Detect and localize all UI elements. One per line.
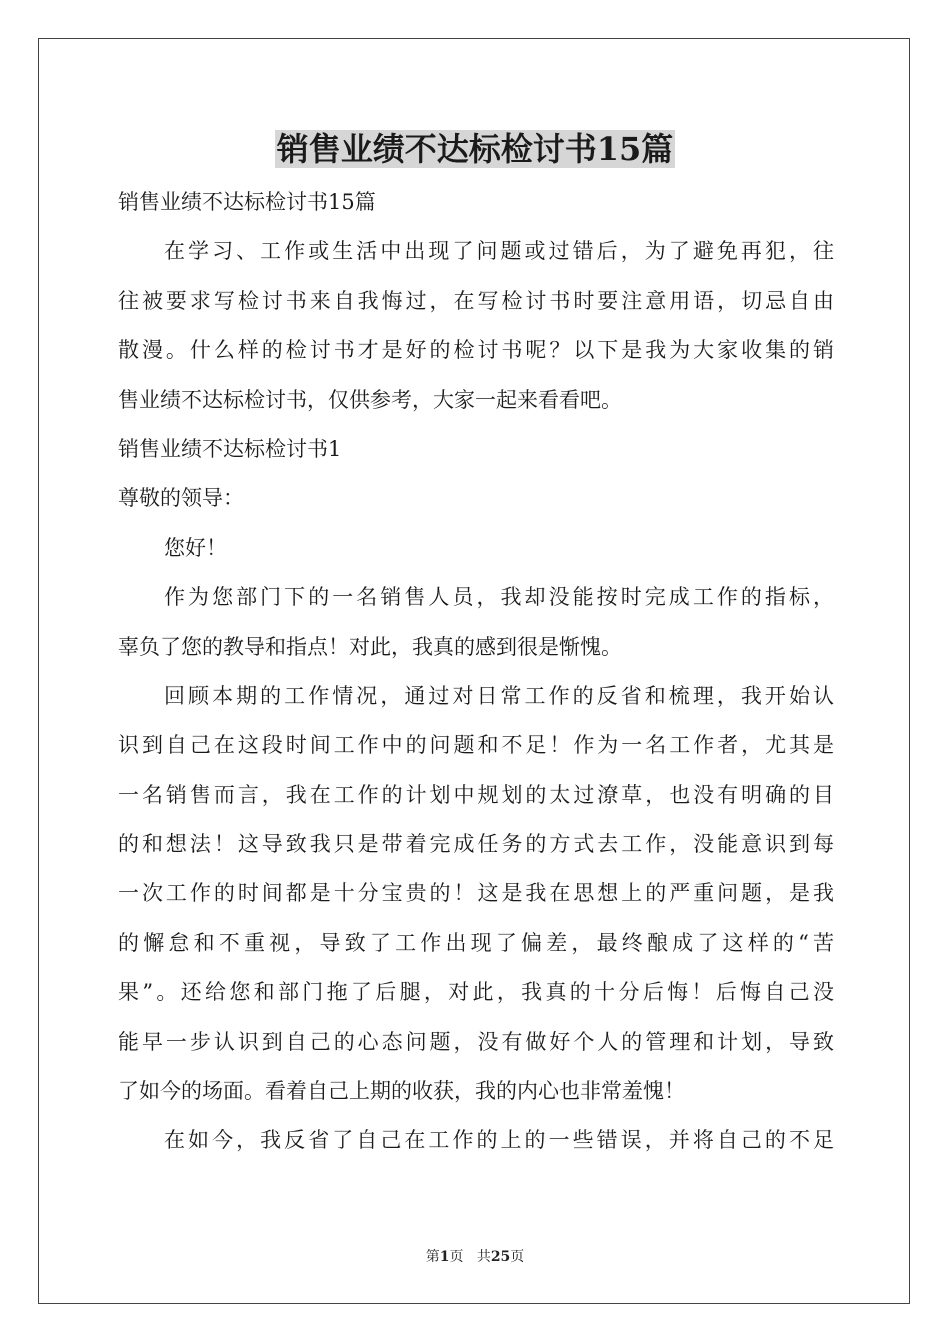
text-line: 尊敬的领导： xyxy=(118,486,244,511)
text-line: 在学习、工作或生活中出现了问题或过错后，为了避免再犯，往 xyxy=(164,239,834,264)
document-body xyxy=(118,178,834,1166)
text-line: 能早一步认识到自己的心态问题，没有做好个人的管理和计划，导致 xyxy=(118,1029,834,1054)
text-line: 辜负了您的教导和指点！对此，我真的感到很是惭愧。 xyxy=(118,634,622,659)
footer-page-suffix: 页 xyxy=(449,1249,464,1265)
text-line: 您好！ xyxy=(164,535,227,560)
text-line: 的和想法！这导致我只是带着完成任务的方式去工作，没能意识到每 xyxy=(118,832,834,857)
text-line: 散漫。什么样的检讨书才是好的检讨书呢？以下是我为大家收集的销 xyxy=(118,338,834,363)
text-line: 售业绩不达标检讨书，仅供参考，大家一起来看看吧。 xyxy=(118,387,622,412)
text-line: 销售业绩不达标检讨书15篇 xyxy=(118,190,376,214)
text-line: 识到自己在这段时间工作中的问题和不足！作为一名工作者，尤其是 xyxy=(118,733,834,758)
text-line: 了如今的场面。看着自己上期的收获，我的内心也非常羞愧！ xyxy=(118,1079,685,1104)
footer-total-suffix: 页 xyxy=(510,1249,525,1265)
text-line: 在如今，我反省了自己在工作的上的一些错误，并将自己的不足 xyxy=(164,1128,834,1153)
text-line: 一名销售而言，我在工作的计划中规划的太过潦草，也没有明确的目 xyxy=(118,782,834,807)
document-title xyxy=(0,126,950,172)
text-line: 销售业绩不达标检讨书1 xyxy=(118,436,342,461)
text-line: 回顾本期的工作情况，通过对日常工作的反省和梳理，我开始认 xyxy=(164,683,834,708)
page-footer xyxy=(0,1246,950,1266)
footer-total-prefix: 共 xyxy=(476,1249,491,1265)
text-line: 一次工作的时间都是十分宝贵的！这是我在思想上的严重问题，是我 xyxy=(118,881,834,906)
text-line: 的懈怠和不重视，导致了工作出现了偏差，最终酿成了这样的“苦 xyxy=(118,930,834,955)
footer-page-number: 1 xyxy=(439,1249,450,1265)
text-line: 作为您部门下的一名销售人员，我却没能按时完成工作的指标， xyxy=(164,585,834,610)
text-line: 往被要求写检讨书来自我悔过，在写检讨书时要注意用语，切忌自由 xyxy=(118,288,834,313)
footer-page-prefix: 第 xyxy=(425,1249,440,1265)
document-title-text: 销售业绩不达标检讨书15篇 xyxy=(276,130,674,168)
text-line: 果”。还给您和部门拖了后腿，对此，我真的十分后悔！后悔自己没 xyxy=(118,980,834,1005)
footer-total-pages: 25 xyxy=(490,1249,511,1265)
